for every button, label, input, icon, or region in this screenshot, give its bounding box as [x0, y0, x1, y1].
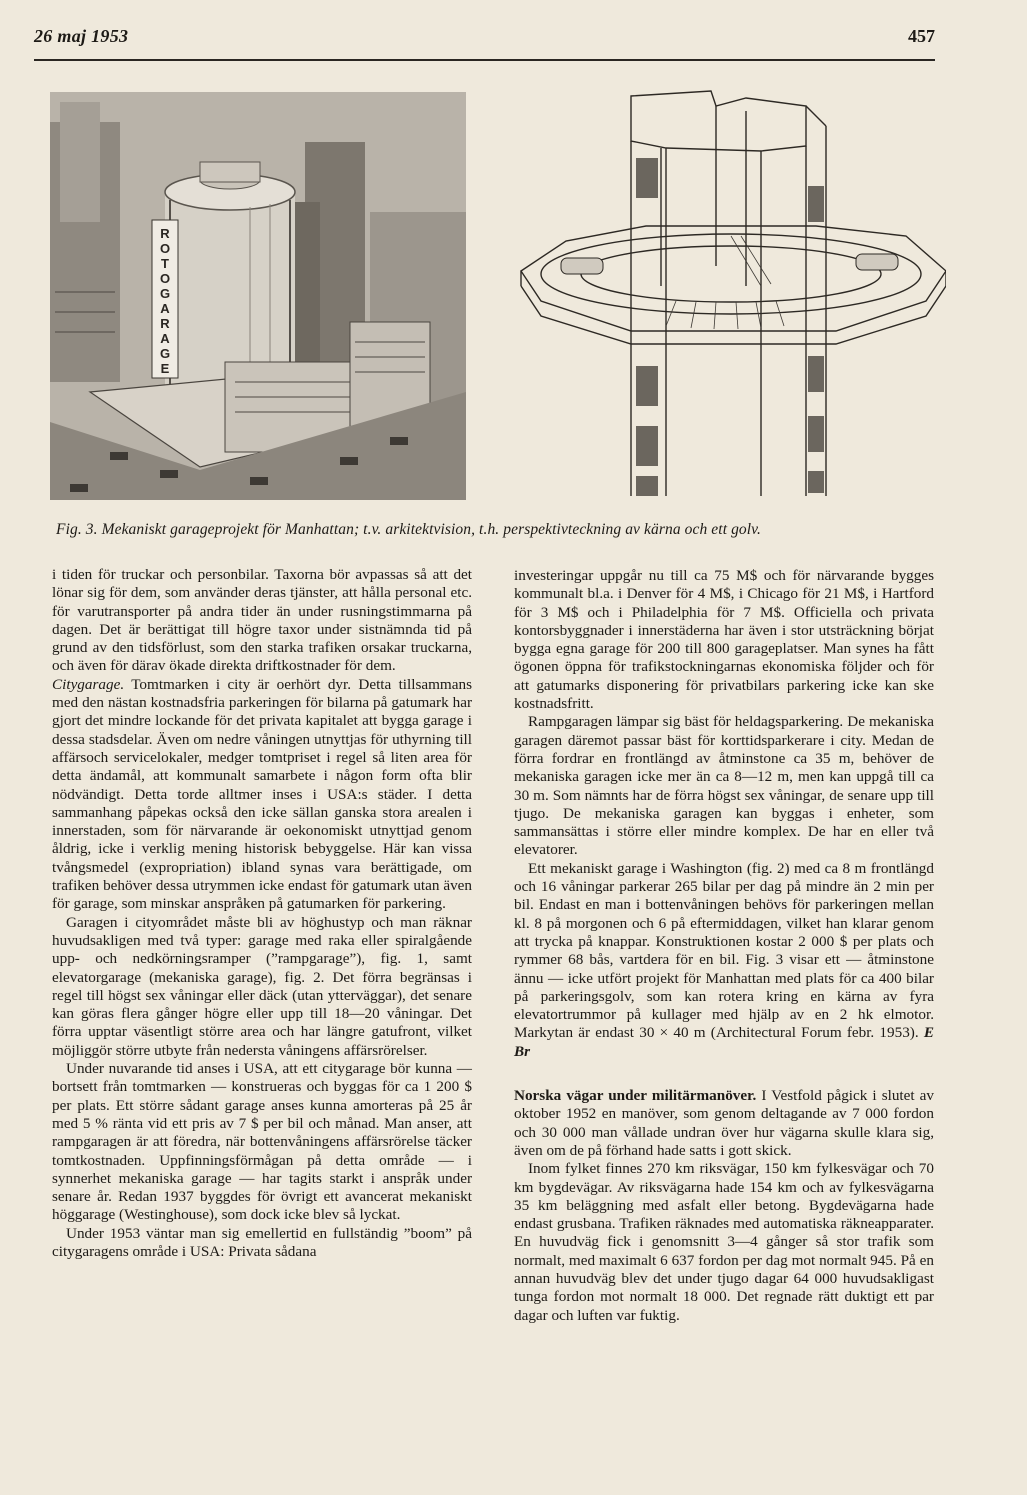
- sign-letter-2: O: [159, 241, 171, 256]
- sign-letter-7: R: [160, 316, 170, 331]
- paragraph: investeringar uppgår nu till ca 75 M$ och för närvarande bygges kommunalt bl.a. i Denver för 4 M$, i Chicago för 21 M$, i Hartford för 3 M$ och i Philadelphia för 7 M$. Officiella och privata kontorsbyggnader i innerstäderna har även i stor utsträckning börjat bygga egna garage för 200 till 800 garageplatser. Man synes ha fått ögonen öppna för trafikstockningarnas ekonomiska följder och för att gatumarks disponering för privatbilars parkering icke kan ske kostnadsfritt.: [514, 567, 934, 713]
- header-rule: [34, 59, 935, 61]
- paragraph: i tiden för truckar och personbilar. Taxorna bör avpassas så att det lönar sig för dem, som använder deras tjänster, att hålla personal etc. för varutransporter på andra tider än under rusningstimmarna på dagen. Det är berättigat till högre taxor under sistnämnda tid på grund av den tidsförlust, som den starka trafiken orsakar truckarna, och även för därav ökade direkta driftkostnader för dem.: [52, 566, 472, 675]
- text-column-left: [52, 566, 472, 1261]
- figure-caption: Fig. 3. Mekaniskt garageprojekt för Manhattan; t.v. arkitektvision, t.h. perspektivteckning av kärna och ett golv.: [56, 521, 761, 538]
- author-signature: E Br: [514, 1024, 934, 1060]
- sign-letter-3: T: [161, 256, 169, 271]
- page-number: 457: [908, 26, 935, 46]
- sign-letter-10: E: [160, 361, 170, 376]
- paragraph-norska: [514, 1087, 934, 1160]
- sign-letter-6: A: [160, 301, 170, 316]
- paragraph: Garagen i cityområdet måste bli av höghustyp och man räknar huvudsakligen med två typer: garage med raka eller spiralgående upp- och nedkörningsramper (”rampgarage”), fig. 1, samt elevatorgarage (mekaniska garage), fig. 2. Det förra begränsas i regel till högst sex våningar eller däck (utan ytterväggar), det senare kan göras flera gånger högre eller upp till 18—20 våningar. Det förra upptar väsentligt större area och har längre gatufront, vilket möjliggör större utbyte från nedersta våningens affärsrörelser.: [52, 913, 472, 1059]
- figure-core-perspective: [516, 86, 946, 500]
- paragraph-citygarage: [52, 676, 472, 914]
- sign-letter-8: A: [160, 331, 170, 346]
- paragraph-text: Ett mekaniskt garage i Washington (fig. 2) med ca 8 m frontlängd och 16 våningar parkerar 265 bilar per dag på mindre än 2 min per bil. Endast en man i bottenvåningen behövs för parkeringen mellan kl. 8 på morgonen och 6 på eftermiddagen, vilket han klarar genom att trycka på knappar. Konstruktionen kostar 2 000 $ per plats och rymmer 68 bås, vartdera för en bil. Fig. 3 visar ett — åtminstone ännu — icke utfört projekt för Manhattan med plats för ca 400 bilar på parkeringsgolv, som kan rotera kring en kärna av fyra elevatortrummor på kullager med hjälp av en 2 hk elmotor. Markytan är endast 30 × 40 m (Architectural Forum febr. 1953).: [514, 859, 934, 1042]
- figure-architect-vision: [50, 92, 466, 500]
- paragraph-washington: [514, 860, 934, 1061]
- section-runin-heading: Citygarage.: [52, 675, 125, 693]
- paragraph-text: I Vestfold pågick i slutet av oktober 1952 en manöver, som genom deltagande av 7 000 fordon och 30 000 man vållade undran över hur vägarna skulle klara sig, även om de på förhand hade satts i gott skick.: [514, 1087, 935, 1159]
- sign-letter-4: O: [159, 271, 171, 286]
- sign-letter-5: G: [159, 286, 171, 301]
- text-column-right: [514, 567, 934, 1325]
- paragraph: Under 1953 väntar man sig emellertid en fullständig ”boom” på citygaragens område i USA: Privata sådana: [52, 1224, 472, 1260]
- running-head: [34, 26, 935, 60]
- paragraph-text: Tomtmarken i city är oerhört dyr. Detta tillsammans med den nästan kostnadsfria parkeringen för bilarna på gatumark har gjort det mindre lockande för det privata kapitalet att bygga garage i dessa stadsdelar. Även om nedre våningen utnyttjas för uthyrning till affärsoch servicelokaler, medger tomtpriset i regel så liten area för detta ändamål, att kommunalt samarbete i någon form ofta blir nödvändigt. Detta torde alltmer inses i USA:s städer. I detta sammanhang påpekas också den icke sällan ganska stora arealen i innerstaden, som för närvarande är oekonomiskt utnyttjad genom åldrig, icke i verklig mening historisk bebyggelse. Här kan vissa tvångsmedel (expropriation) ibland synas vara berättigade, om trafiken behöver dessa utrymmen icke endast för gatumark utan även för garage, som minskar anspråken på gatumarken för parkering.: [52, 675, 472, 913]
- core-and-floor-perspective: [516, 86, 946, 500]
- architect-vision-sketch: [50, 92, 466, 500]
- sign-letter-9: G: [159, 346, 171, 361]
- sign-letter-1: R: [160, 226, 170, 241]
- paragraph: Rampgaragen lämpar sig bäst för heldagsparkering. De mekaniska garagen däremot passar bäst för korttidsparkerare i city. Medan de förra fordrar en frontlängd av åtminstone ca 35 m, behöver de mekaniska garagen icke mer än ca 8—12 m, men kan uppgå till ca 30 m. Som nämnts har de förra högst sex våningar, de senare upp till tjugo. De mekaniska garagen kan byggas i enheter, som sammansättas i större eller mindre komplex. De har en eller två elevatorer.: [514, 713, 934, 859]
- paragraph: Under nuvarande tid anses i USA, att ett citygarage bör kunna — bortsett från tomtmarken — konstrueras och byggas för ca 1 200 $ per plats. Ett större sådant garage anses kunna amorteras på 25 år med 5 % ränta vid ett pris av 7 $ per bil och månad. Man anser, att rampgaragen är att föredra, när bottenvåningens affärsrörelse täcker tomtkostnaden. Uppfinningsförmågan på detta område — i synnerhet mekaniska garage — har tagits starkt i anspråk under senare år. Redan 1937 byggdes för övrigt ett avancerat mekaniskt höggarage (Westinghouse), som dock icke blev så lyckat.: [52, 1060, 472, 1224]
- article-runin-heading: Norska vägar under militärmanöver.: [514, 1087, 757, 1105]
- issue-date: 26 maj 1953: [34, 26, 129, 46]
- paragraph: Inom fylket finnes 270 km riksvägar, 150 km fylkesvägar och 70 km bygdevägar. Av riksvägarna hade 154 km och av fylkesvägarna 35 km beläggning med asfalt eller betong. Bygdevägarna hade endast grusbana. Trafiken räknades med automatiska räkneapparater. En huvudväg fick i genomsnitt 3—4 gånger så stor trafik som normalt, med maximalt 6 637 fordon per dag mot normalt 945. På en annan huvudväg blev det under tjugo dagar 64 000 huvudsakligast tunga fordon mot normalt 18 000. Det regnade rätt duktigt ett par dagar och luften var fuktig.: [514, 1160, 934, 1324]
